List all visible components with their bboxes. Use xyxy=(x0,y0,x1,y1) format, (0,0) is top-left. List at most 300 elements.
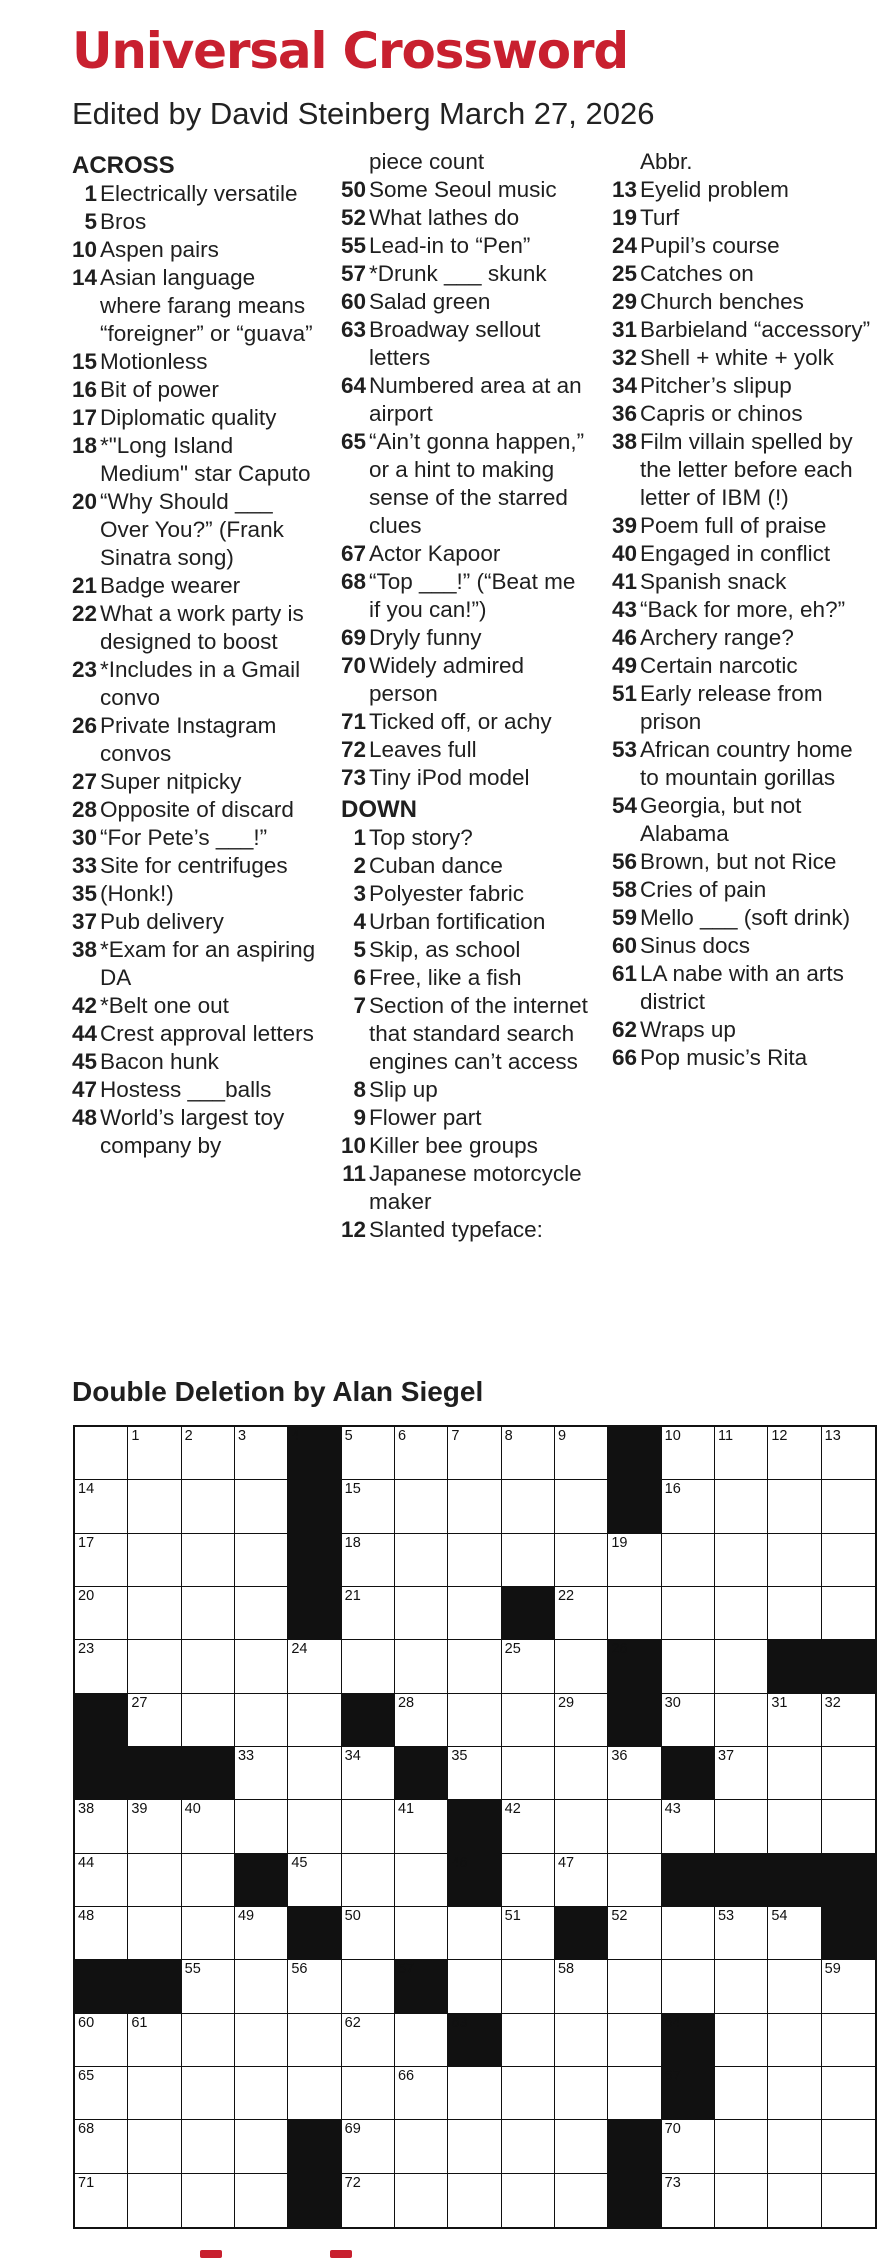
clue-number: 13 xyxy=(612,177,638,202)
black-square xyxy=(448,1854,501,1907)
grid-cell[interactable] xyxy=(555,1854,608,1907)
cell-number: 23 xyxy=(78,1641,95,1658)
grid-cell[interactable] xyxy=(182,2067,235,2120)
grid-cell[interactable] xyxy=(448,1640,501,1693)
cell-number: 56 xyxy=(291,1961,308,1978)
grid-cell[interactable] xyxy=(128,2014,181,2067)
clue-number: 11 xyxy=(342,1161,366,1186)
across-clue-33 xyxy=(72,852,322,880)
grid-cell[interactable] xyxy=(182,1427,235,1480)
grid-cell[interactable] xyxy=(128,1587,181,1640)
grid-cell[interactable] xyxy=(342,1854,395,1907)
grid-cell[interactable] xyxy=(75,1854,128,1907)
grid-cell[interactable] xyxy=(768,1907,821,1960)
clue-number: 5 xyxy=(353,937,366,962)
across-clue-16 xyxy=(72,376,322,404)
across-48-continuation: piece count xyxy=(369,149,485,174)
grid-cell[interactable] xyxy=(768,2014,821,2067)
grid-cell[interactable] xyxy=(555,1534,608,1587)
grid-cell[interactable] xyxy=(555,1960,608,2013)
grid-cell[interactable] xyxy=(822,1587,875,1640)
grid-cell[interactable] xyxy=(128,1640,181,1693)
grid-cell[interactable] xyxy=(182,1587,235,1640)
clue-number: 37 xyxy=(72,909,98,934)
grid-cell[interactable] xyxy=(75,2174,128,2227)
grid-cell[interactable] xyxy=(608,1907,661,1960)
clue-text: (Honk!) xyxy=(100,881,174,906)
grid-cell[interactable] xyxy=(128,1800,181,1853)
grid-cell[interactable] xyxy=(75,1427,128,1480)
grid-cell[interactable] xyxy=(182,2014,235,2067)
clue-number: 24 xyxy=(612,233,638,258)
clue-text: Ticked off, or achy xyxy=(369,709,552,734)
grid-cell[interactable] xyxy=(662,2174,715,2227)
grid-cell[interactable] xyxy=(502,1800,555,1853)
down-clue-49 xyxy=(612,652,874,680)
grid-cell[interactable] xyxy=(555,1800,608,1853)
grid-cell[interactable] xyxy=(768,1587,821,1640)
grid-cell[interactable] xyxy=(75,2014,128,2067)
clue-number: 19 xyxy=(612,205,638,230)
clue-text: Tiny iPod model xyxy=(369,765,530,790)
grid-cell[interactable] xyxy=(662,1480,715,1533)
grid-cell[interactable] xyxy=(448,2120,501,2173)
grid-cell[interactable] xyxy=(235,1800,288,1853)
clue-number: 33 xyxy=(72,853,98,878)
clue-number: 59 xyxy=(612,905,638,930)
clue-number: 67 xyxy=(341,541,367,566)
grid-cell[interactable] xyxy=(502,1534,555,1587)
across-clue-1 xyxy=(72,180,322,208)
grid-cell[interactable] xyxy=(662,1960,715,2013)
grid-cell[interactable] xyxy=(128,2067,181,2120)
grid-cell[interactable] xyxy=(715,1640,768,1693)
black-square xyxy=(608,1694,661,1747)
grid-cell[interactable] xyxy=(182,2120,235,2173)
grid-cell[interactable] xyxy=(128,2174,181,2227)
grid-cell[interactable] xyxy=(448,1907,501,1960)
cell-number: 60 xyxy=(78,2014,95,2031)
grid-cell[interactable] xyxy=(768,2120,821,2173)
grid-cell[interactable] xyxy=(715,1427,768,1480)
grid-cell[interactable] xyxy=(448,2174,501,2227)
grid-cell[interactable] xyxy=(662,1587,715,1640)
clue-text: Killer bee groups xyxy=(369,1133,538,1158)
grid-cell[interactable] xyxy=(342,1747,395,1800)
grid-cell[interactable] xyxy=(715,1534,768,1587)
black-square xyxy=(662,2067,715,2120)
clue-number: 65 xyxy=(341,429,367,454)
cell-number: 69 xyxy=(344,2121,361,2138)
grid-cell[interactable] xyxy=(395,1480,448,1533)
grid-cell[interactable] xyxy=(182,1480,235,1533)
grid-cell[interactable] xyxy=(395,1640,448,1693)
grid-cell[interactable] xyxy=(235,1694,288,1747)
grid-cell[interactable] xyxy=(715,2120,768,2173)
cell-number: 71 xyxy=(78,2174,95,2191)
clue-text: World’s largest toy company by xyxy=(100,1105,285,1158)
grid-cell[interactable] xyxy=(395,1427,448,1480)
grid-cell[interactable] xyxy=(395,2067,448,2120)
grid-cell[interactable] xyxy=(822,2014,875,2067)
grid-cell[interactable] xyxy=(75,1480,128,1533)
grid-cell[interactable] xyxy=(235,1907,288,1960)
grid-cell[interactable] xyxy=(715,1747,768,1800)
grid-cell[interactable] xyxy=(662,1800,715,1853)
cell-number: 58 xyxy=(557,1961,575,1978)
grid-cell[interactable] xyxy=(768,1480,821,1533)
grid-cell[interactable] xyxy=(448,2067,501,2120)
across-clue-27 xyxy=(72,768,322,796)
grid-cell[interactable] xyxy=(395,1800,448,1853)
clue-text: Film villain spelled by the letter before each letter of IBM (!) xyxy=(640,429,853,510)
grid-cell[interactable] xyxy=(128,1694,181,1747)
grid-cell[interactable] xyxy=(662,1534,715,1587)
grid-cell[interactable] xyxy=(555,2014,608,2067)
clue-text: Broadway sellout letters xyxy=(369,317,541,370)
cell-number: 8 xyxy=(504,1428,513,1444)
grid-cell[interactable] xyxy=(128,1427,181,1480)
cell-number: 43 xyxy=(664,1801,681,1818)
grid-cell[interactable] xyxy=(128,1907,181,1960)
grid-cell[interactable] xyxy=(395,1907,448,1960)
grid-cell[interactable] xyxy=(768,2067,821,2120)
clue-number: 12 xyxy=(341,1217,367,1242)
grid-cell[interactable] xyxy=(342,1907,395,1960)
grid-cell[interactable] xyxy=(448,1694,501,1747)
grid-cell[interactable] xyxy=(342,2120,395,2173)
grid-cell[interactable] xyxy=(342,1587,395,1640)
black-square xyxy=(128,1960,181,2013)
grid-cell[interactable] xyxy=(342,1640,395,1693)
cell-number: 6 xyxy=(397,1428,407,1444)
grid-cell[interactable] xyxy=(448,1747,501,1800)
clue-text: Sinus docs xyxy=(640,933,751,958)
grid-cell[interactable] xyxy=(395,2120,448,2173)
cell-number: 14 xyxy=(78,1481,95,1498)
grid-cell[interactable] xyxy=(75,1640,128,1693)
grid-cell[interactable] xyxy=(555,2174,608,2227)
cell-number: 2 xyxy=(184,1428,193,1444)
grid-cell[interactable] xyxy=(75,1800,128,1853)
grid-cell[interactable] xyxy=(448,1480,501,1533)
grid-cell[interactable] xyxy=(395,1587,448,1640)
grid-cell[interactable] xyxy=(822,1480,875,1533)
across-heading: ACROSS xyxy=(72,152,175,179)
grid-cell[interactable] xyxy=(715,2014,768,2067)
grid-cell[interactable] xyxy=(555,1640,608,1693)
grid-cell[interactable] xyxy=(235,1640,288,1693)
clue-number: 21 xyxy=(72,573,98,598)
grid-cell[interactable] xyxy=(608,1960,661,2013)
clue-number: 36 xyxy=(612,401,638,426)
grid-cell[interactable] xyxy=(502,1747,555,1800)
grid-cell[interactable] xyxy=(715,1480,768,1533)
grid-cell[interactable] xyxy=(75,1587,128,1640)
grid-cell[interactable] xyxy=(182,1960,235,2013)
down-clue-53 xyxy=(612,736,874,792)
grid-cell[interactable] xyxy=(235,1747,288,1800)
grid-cell[interactable] xyxy=(502,1640,555,1693)
clue-number: 41 xyxy=(612,569,638,594)
grid-cell[interactable] xyxy=(822,1694,875,1747)
across-clue-list xyxy=(72,180,322,1160)
grid-cell[interactable] xyxy=(768,1427,821,1480)
grid-cell[interactable] xyxy=(822,1800,875,1853)
clue-text: *"Long Island Medium" star Caputo xyxy=(100,433,311,486)
grid-cell[interactable] xyxy=(342,1960,395,2013)
grid-cell[interactable] xyxy=(182,1534,235,1587)
clue-number: 43 xyxy=(612,597,638,622)
grid-cell[interactable] xyxy=(75,2067,128,2120)
clue-text: *Belt one out xyxy=(100,993,229,1018)
down-clue-38 xyxy=(612,428,874,512)
grid-cell[interactable] xyxy=(822,1427,875,1480)
clue-text: Private Instagram convos xyxy=(100,713,277,766)
grid-cell[interactable] xyxy=(715,1587,768,1640)
grid-cell[interactable] xyxy=(128,1480,181,1533)
grid-cell[interactable] xyxy=(768,1800,821,1853)
grid-cell[interactable] xyxy=(235,1427,288,1480)
cell-number: 51 xyxy=(504,1907,521,1924)
grid-cell[interactable] xyxy=(502,1480,555,1533)
down-clue-4 xyxy=(341,908,591,936)
black-square xyxy=(662,1747,715,1800)
black-square xyxy=(768,1640,821,1693)
grid-cell[interactable] xyxy=(288,2014,341,2067)
grid-cell[interactable] xyxy=(662,1694,715,1747)
grid-cell[interactable] xyxy=(342,1534,395,1587)
grid-cell[interactable] xyxy=(608,1747,661,1800)
clue-text: Pupil’s course xyxy=(640,233,780,258)
across-clue-38 xyxy=(72,936,322,992)
clue-text: Poem full of praise xyxy=(640,513,827,538)
grid-cell[interactable] xyxy=(662,2120,715,2173)
across-clue-65 xyxy=(341,428,591,540)
grid-cell[interactable] xyxy=(822,1747,875,1800)
grid-cell[interactable] xyxy=(342,1800,395,1853)
grid-cell[interactable] xyxy=(395,1534,448,1587)
grid-cell[interactable] xyxy=(182,1854,235,1907)
clue-number: 55 xyxy=(341,233,367,258)
grid-cell[interactable] xyxy=(235,1960,288,2013)
grid-cell[interactable] xyxy=(502,1960,555,2013)
clue-text: Bacon hunk xyxy=(100,1049,219,1074)
black-square xyxy=(128,1747,181,1800)
cell-number: 5 xyxy=(344,1428,353,1444)
grid-cell[interactable] xyxy=(182,1694,235,1747)
grid-cell[interactable] xyxy=(715,1800,768,1853)
grid-cell[interactable] xyxy=(75,2120,128,2173)
grid-cell[interactable] xyxy=(395,1694,448,1747)
clue-number: 17 xyxy=(72,405,98,430)
clue-text: Mello ___ (soft drink) xyxy=(640,905,851,930)
grid-cell[interactable] xyxy=(502,2174,555,2227)
grid-cell[interactable] xyxy=(395,2014,448,2067)
clue-text: Urban fortification xyxy=(369,909,546,934)
grid-cell[interactable] xyxy=(182,1800,235,1853)
clue-number: 39 xyxy=(612,513,638,538)
across-clue-44 xyxy=(72,1020,322,1048)
cell-number: 22 xyxy=(557,1587,575,1604)
grid-cell[interactable] xyxy=(235,1534,288,1587)
across-clue-17 xyxy=(72,404,322,432)
grid-cell[interactable] xyxy=(75,1907,128,1960)
grid-cell[interactable] xyxy=(288,1800,341,1853)
grid-cell[interactable] xyxy=(448,1960,501,2013)
cell-number: 1 xyxy=(131,1428,140,1444)
grid-cell[interactable] xyxy=(768,1960,821,2013)
grid-cell[interactable] xyxy=(342,2067,395,2120)
black-square xyxy=(288,1480,341,1533)
black-square xyxy=(608,2174,661,2227)
grid-cell[interactable] xyxy=(288,1960,341,2013)
grid-cell[interactable] xyxy=(342,1480,395,1533)
grid-cell[interactable] xyxy=(128,1854,181,1907)
down-clue-1 xyxy=(341,824,591,852)
grid-cell[interactable] xyxy=(822,2174,875,2227)
grid-cell[interactable] xyxy=(182,2174,235,2227)
clue-text: *Includes in a Gmail convo xyxy=(100,657,301,710)
grid-cell[interactable] xyxy=(75,1534,128,1587)
grid-cell[interactable] xyxy=(768,1747,821,1800)
clue-number: 47 xyxy=(72,1077,98,1102)
cell-number: 30 xyxy=(664,1694,681,1711)
grid-cell[interactable] xyxy=(555,1747,608,1800)
grid-cell[interactable] xyxy=(555,2120,608,2173)
grid-cell[interactable] xyxy=(395,2174,448,2227)
grid-cell[interactable] xyxy=(608,1854,661,1907)
down-clue-60 xyxy=(612,932,874,960)
grid-cell[interactable] xyxy=(822,1534,875,1587)
down-clue-34 xyxy=(612,372,874,400)
grid-cell[interactable] xyxy=(502,1427,555,1480)
grid-cell[interactable] xyxy=(288,1640,341,1693)
clue-text: Polyester fabric xyxy=(369,881,525,906)
grid-cell[interactable] xyxy=(608,1587,661,1640)
grid-cell[interactable] xyxy=(288,1854,341,1907)
grid-cell[interactable] xyxy=(715,2174,768,2227)
cell-number: 16 xyxy=(664,1481,681,1498)
grid-cell[interactable] xyxy=(235,2067,288,2120)
grid-cell[interactable] xyxy=(342,2014,395,2067)
grid-cell[interactable] xyxy=(715,2067,768,2120)
black-square xyxy=(342,1694,395,1747)
grid-cell[interactable] xyxy=(662,1907,715,1960)
grid-cell[interactable] xyxy=(288,1747,341,1800)
grid-cell[interactable] xyxy=(128,1534,181,1587)
grid-cell[interactable] xyxy=(502,2014,555,2067)
clue-text: Section of the internet that standard search engines can’t access xyxy=(369,993,588,1074)
grid-cell[interactable] xyxy=(768,1534,821,1587)
grid-cell[interactable] xyxy=(502,2067,555,2120)
grid-cell[interactable] xyxy=(448,1587,501,1640)
grid-cell[interactable] xyxy=(182,1640,235,1693)
down-clue-32 xyxy=(612,344,874,372)
grid-cell[interactable] xyxy=(662,1427,715,1480)
grid-cell[interactable] xyxy=(555,1427,608,1480)
grid-cell[interactable] xyxy=(608,2067,661,2120)
across-clue-14 xyxy=(72,264,322,348)
black-square xyxy=(555,1907,608,1960)
clue-text: Aspen pairs xyxy=(100,237,219,262)
grid-cell[interactable] xyxy=(235,1480,288,1533)
grid-cell[interactable] xyxy=(822,2067,875,2120)
grid-cell[interactable] xyxy=(342,2174,395,2227)
grid-cell[interactable] xyxy=(555,2067,608,2120)
grid-cell[interactable] xyxy=(768,2174,821,2227)
black-square xyxy=(608,1427,661,1480)
across-clue-28 xyxy=(72,796,322,824)
grid-cell[interactable] xyxy=(235,2174,288,2227)
grid-cell[interactable] xyxy=(502,1854,555,1907)
grid-cell[interactable] xyxy=(395,1854,448,1907)
cell-number: 31 xyxy=(771,1694,788,1711)
grid-cell[interactable] xyxy=(502,1907,555,1960)
grid-cell[interactable] xyxy=(448,1427,501,1480)
clue-text: Numbered area at an airport xyxy=(369,373,582,426)
clue-number: 71 xyxy=(341,709,367,734)
across-clue-68 xyxy=(341,568,591,624)
grid-cell[interactable] xyxy=(608,1800,661,1853)
grid-cell[interactable] xyxy=(555,1587,608,1640)
black-square xyxy=(608,1640,661,1693)
grid-cell[interactable] xyxy=(608,1534,661,1587)
clue-number: 22 xyxy=(72,601,98,626)
grid-cell[interactable] xyxy=(235,1587,288,1640)
cell-number: 55 xyxy=(184,1961,201,1978)
grid-cell[interactable] xyxy=(715,1907,768,1960)
clue-number: 31 xyxy=(612,317,638,342)
grid-cell[interactable] xyxy=(715,1694,768,1747)
down-clue-6 xyxy=(341,964,591,992)
cell-number: 24 xyxy=(291,1641,308,1658)
clue-number: 44 xyxy=(72,1021,98,1046)
grid-cell[interactable] xyxy=(822,2120,875,2173)
grid-cell[interactable] xyxy=(128,2120,181,2173)
down-clue-12 xyxy=(341,1216,591,1244)
clue-number: 69 xyxy=(341,625,367,650)
clue-number: 32 xyxy=(612,345,638,370)
grid-cell[interactable] xyxy=(288,1694,341,1747)
grid-cell[interactable] xyxy=(288,2067,341,2120)
grid-cell[interactable] xyxy=(502,1694,555,1747)
clue-text: Cuban dance xyxy=(369,853,503,878)
grid-cell[interactable] xyxy=(235,2014,288,2067)
cell-number: 52 xyxy=(611,1907,628,1924)
across-clue-52 xyxy=(341,204,591,232)
black-square xyxy=(448,2014,501,2067)
grid-cell[interactable] xyxy=(555,1480,608,1533)
clue-number: 50 xyxy=(341,177,367,202)
down-clue-9 xyxy=(341,1104,591,1132)
grid-cell[interactable] xyxy=(768,1694,821,1747)
grid-cell[interactable] xyxy=(235,2120,288,2173)
clue-number: 45 xyxy=(72,1049,98,1074)
down-clue-54 xyxy=(612,792,874,848)
grid-cell[interactable] xyxy=(182,1907,235,1960)
grid-cell[interactable] xyxy=(448,1534,501,1587)
clue-text: *Exam for an aspiring DA xyxy=(100,937,316,990)
grid-cell[interactable] xyxy=(502,2120,555,2173)
grid-cell[interactable] xyxy=(608,2014,661,2067)
grid-cell[interactable] xyxy=(822,1960,875,2013)
across-clue-42 xyxy=(72,992,322,1020)
grid-cell[interactable] xyxy=(715,1960,768,2013)
grid-cell[interactable] xyxy=(342,1427,395,1480)
grid-cell[interactable] xyxy=(555,1694,608,1747)
grid-cell[interactable] xyxy=(662,1640,715,1693)
